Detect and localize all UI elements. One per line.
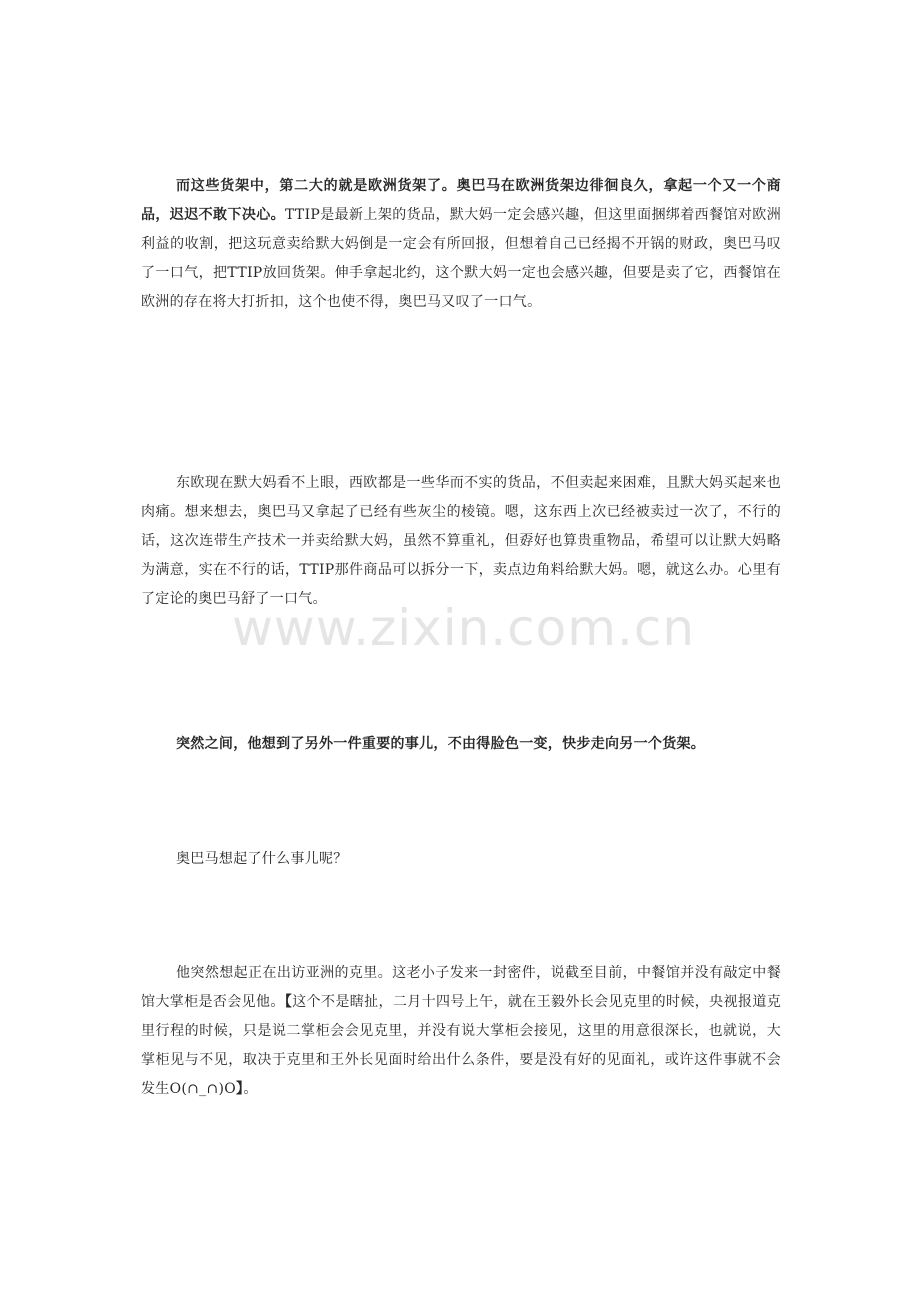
paragraph-3-bold: 突然之间，他想到了另外一件重要的事儿，不由得脸色一变，快步走向另一个货架。 bbox=[176, 736, 706, 752]
paragraph-2-text: 东欧现在默大妈看不上眼，西欧都是一些华而不实的货品，不但卖起来困难，且默大妈买起来也肉痛。想来想去，奥巴马又拿起了已经有些灰尘的棱镜。嗯，这东西上次已经被卖过一次了，不行的话，这次连带生产技术一并卖给默大妈，虽然不算重礼，但孬好也算贵重物品，希望可以让默大妈略为满意，实在不行的话，TTIP那件商品可以拆分一下，卖点边角料给默大妈。嗯，就这么办。心里有了定论的奥巴马舒了一口气。 bbox=[141, 475, 781, 607]
paragraph-5-text: 他突然想起正在出访亚洲的克里。这老小子发来一封密件，说截至目前，中餐馆并没有敲定中餐馆大掌柜是否会见他。 bbox=[141, 965, 781, 1010]
paragraph-1-bold: 而这些货架中，第二大的就是欧洲货架了。奥巴马在欧洲货架边徘徊良久，拿起一个又一个商品，迟迟不敢下决心。 bbox=[141, 178, 781, 223]
watermark: www.zixin.com.cn bbox=[232, 599, 696, 657]
paragraph-4-text: 奥巴马想起了什么事儿呢？ bbox=[176, 851, 348, 867]
paragraph-4 bbox=[141, 845, 781, 874]
paragraph-1 bbox=[141, 172, 781, 317]
paragraph-3 bbox=[141, 730, 781, 759]
paragraph-2 bbox=[141, 469, 781, 614]
paragraph-5 bbox=[141, 959, 781, 1104]
paragraph-5-text-2: 这个不是瞎扯，二月十四号上午，就在王毅外长会见克里的时候，央视报道克里行程的时候，只是说二掌柜会会见克里，并没有说大掌柜会接见，这里的用意很深长，也就说，大掌柜见与不见，取决于克里和王外长见面时给出什么条件，要是没有好的见面礼，或许这件事就不会发生O(∩_∩)O bbox=[141, 994, 781, 1097]
paragraph-5-tail: 。 bbox=[243, 1081, 258, 1097]
paragraph-5-bracket-open: 【 bbox=[284, 994, 293, 1010]
paragraph-5-bracket-close: 】 bbox=[236, 1081, 244, 1097]
paragraph-1-text: TTIP是最新上架的货品，默大妈一定会感兴趣，但这里面捆绑着西餐馆对欧洲利益的收割，把这玩意卖给默大妈倒是一定会有所回报，但想着自己已经揭不开锅的财政，奥巴马叹了一口气，把TTIP放回货架。伸手拿起北约，这个默大妈一定也会感兴趣，但要是卖了它，西餐馆在欧洲的存在将大打折扣，这个也使不得，奥巴马又叹了一口气。 bbox=[141, 207, 782, 310]
